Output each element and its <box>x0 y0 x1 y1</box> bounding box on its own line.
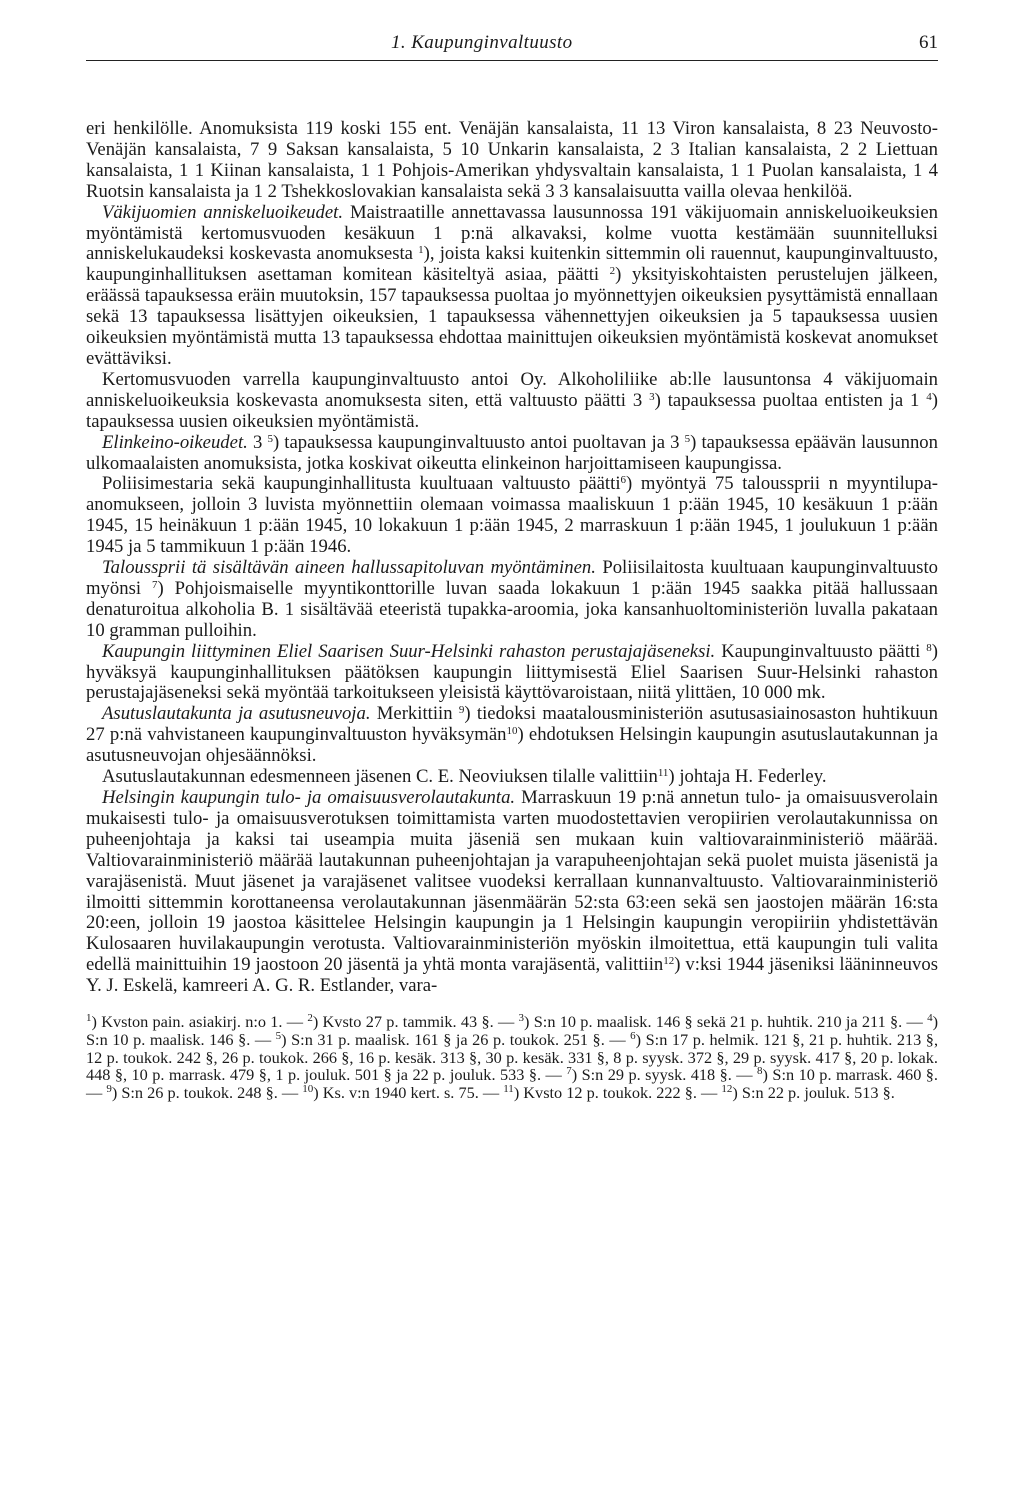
footnote-ref: 6 <box>630 1029 636 1042</box>
footnote-ref: 4 <box>926 390 932 403</box>
footnote-ref: 5 <box>267 432 273 445</box>
footnote-ref: 4 <box>927 1012 933 1025</box>
page-number: 61 <box>919 32 938 53</box>
footnote-ref: 10 <box>506 725 518 738</box>
text-run: ) Kvston pain. asiakirj. n:o 1. — <box>91 1012 308 1032</box>
body-text <box>86 119 938 997</box>
text-run: ) johtaja H. Federley. <box>668 766 827 788</box>
text-run: ) tapauksessa puoltaa entisten ja 1 <box>654 389 927 411</box>
page-header <box>86 30 938 61</box>
footnote-ref: 6 <box>620 474 627 487</box>
footnote-block <box>86 1013 938 1102</box>
footnote-ref: 8 <box>926 641 932 654</box>
footnote-ref: 10 <box>302 1083 314 1096</box>
text-run: Poliisilaitosta kuultuaan kaupunginvaltuusto myönsi <box>86 557 938 599</box>
text-run: eri henkilölle. Anomuksista 119 koski 155 ent. Venäjän kansalaista, 11 13 Viron kansalaista, 8 23 Neuvosto-Venäjän kansalaista, 7 9 Saksan kansalaista, 5 10 Unkarin kansalaista, 2 3 Italian kansalaista, 2 2 Liettuan kansalaista, 1 1 Kiinan kansalaista, 1 1 Pohjois-Amerikan yhdysvaltain kansalaista, 1 1 Puolan kansalaista, 1 4 Ruotsin kansalaista ja 1 2 Tshekkoslovakian kansalaista sekä 3 3 kansalaisuutta vailla olevaa henkilöä. <box>86 118 938 202</box>
text-run: ) S:n 29 p. syysk. 418 §. — <box>571 1065 758 1085</box>
footnote-ref: 7 <box>566 1065 572 1078</box>
text-run: ) Pohjoismaiselle myyntikonttorille luvan saada lokakuun 1 p:ään 1945 saakka pitää hallussaan denaturoitua alkoholia B. 1 sisältävää eteeristä tupakka-aroomia, joka kansanhuoltoministeriön luvalla pakataan 10 gramman pulloihin. <box>86 577 938 641</box>
footnote-ref: 11 <box>657 767 669 780</box>
text-run: ) yksityiskohtaisten perustelujen jälkeen, eräässä tapauksessa eräin muutoksin, 157 tapauksessa puoltaa jo myönnettyjen oikeuksien pysyttämistä ennallaan sekä 13 tapauksessa lisättyjen oikeuksien, 1 tapauksessa vähennettyjen oikeuksien ja 5 tapauksessa uusien oikeuksien myöntämistä mutta 13 tapauksessa ehdottaa mainittujen oikeuksien myöntämistä koskevat anomukset evättäviksi. <box>86 264 938 369</box>
footnote-ref: 5 <box>684 432 691 445</box>
text-run: ) tapauksessa kaupunginvaltuusto antoi puoltavan ja 3 <box>272 431 685 453</box>
text-run: ) Kvsto 12 p. toukok. 222 §. — <box>513 1083 722 1103</box>
section-heading: Helsingin kaupungin tulo- ja omaisuusverolautakunta. <box>102 787 516 808</box>
footnote-ref: 2 <box>307 1012 313 1025</box>
text-run: ) myöntyä 75 taloussprii n myyntilupa-anomukseen, jolloin 3 luvista myönnettiin olemaan voimassa maaliskuun 1 p:ään 1945, 10 kesäkuun 1 p:ään 1945, 15 heinäkuun 1 p:ään 1945, 10 lokakuun 1 p:ään 1945, 2 marraskuun 1 p:ään 1945, 1 joulukuun 1 p:ään 1945 ja 5 tammikuun 1 p:ään 1946. <box>86 473 938 558</box>
footnote-ref: 9 <box>106 1083 112 1096</box>
footnote-ref: 9 <box>458 704 465 717</box>
text-run: Kaupunginvaltuusto päätti <box>715 640 927 662</box>
text-run: ) S:n 22 p. jouluk. 513 §. <box>732 1083 895 1103</box>
footnote-ref: 1 <box>86 1012 92 1025</box>
text-run: Maistraatille annettavassa lausunnossa 191 väkijuomain anniskeluoikeuksien myöntämistä kertomusvuoden kesäkuun 1 p:nä alkavaksi, kolme vuotta kestämään suunnitelluksi anniskelukaudeksi koskevasta anomuksesta <box>86 201 938 265</box>
text-run: ) S:n 31 p. maalisk. 161 § ja 26 p. toukok. 251 §. — <box>281 1029 631 1049</box>
section-heading: Kaupungin liittyminen Eliel Saarisen Suur-Helsinki rahaston perustajajäseneksi. <box>102 640 716 662</box>
text-run: ) S:n 10 p. marrask. 460 §. — <box>86 1065 938 1103</box>
text-run: Merkittiin <box>370 703 459 725</box>
text-run: ) Kvsto 27 p. tammik. 43 §. — <box>312 1012 519 1032</box>
paragraph <box>86 767 938 788</box>
section-heading: Taloussprii tä sisältävän aineen hallussapitoluvan myöntäminen. <box>102 557 596 579</box>
text-run: ) S:n 10 p. maalisk. 146 § sekä 21 p. huhtik. 210 ja 211 §. — <box>524 1012 928 1032</box>
footnote-ref: 1 <box>418 244 424 257</box>
paragraph <box>86 474 938 558</box>
footnote-ref: 7 <box>151 578 158 591</box>
text-run: ) ehdotuksen Helsingin kaupungin asutuslautakunnan ja asutusneuvojan ohjesäännöksi. <box>86 724 938 767</box>
text-run: ) S:n 17 p. helmik. 121 §, 21 p. huhtik. 213 §, 12 p. toukok. 242 §, 26 p. toukok. 266 §, 16 p. kesäk. 313 §, 30 p. kesäk. 331 §, 8 p. syysk. 372 §, 29 p. syysk. 417 §, 20 p. lokak. 448 §, 10 p. marrask. 479 §, 1 p. jouluk. 501 § ja 22 p. jouluk. 533 §. — <box>86 1029 939 1085</box>
paragraph <box>86 788 938 997</box>
text-run: Marraskuun 19 p:nä annetun tulo- ja omaisuusverolain mukaisesti tulo- ja omaisuusverotuksen toimittamista varten muodostettavien veropiirien verolautakunnissa on puheenjohtaja ja kaksi tai useampia muita jäseniä sen mukaan kuin valtiovarainministeriö määrää. Valtiovarainministeriö määrää lautakunnan puheenjohtajan ja varapuheenjohtajan sekä puolet muista jäsenistä ja varajäsenistä. Muut jäsenet ja varajäsenet valitsee vuodeksi kerrallaan kunnanvaltuusto. Valtiovarainministeriö ilmoitti sittemmin korottaneensa verolautakunnan jäsenmäärän 52:sta 63:een sekä sen jaostojen määrän 16:sta 20:een, jolloin 19 jaostoa käsittelee Helsingin kaupungin ja 1 Helsingin kaupungin veropiiriin yhdistettävän Kulosaaren huvilakaupungin verotusta. Valtiovarainministeriön myöskin ilmoitettua, että kaupungin tuli valita edellä mainittuihin 19 jaostoon 20 jäsentä ja yhtä monta varajäsentä, valittiin <box>86 787 938 976</box>
footnote-ref: 12 <box>663 955 675 968</box>
text-run: ) hyväksyä kaupunginhallituksen päätöksen kaupungin liittymisestä Eliel Saarisen Suur-Helsinki rahaston perustajajäseneksi sekä myöntää tarkoitukseen yleisistä käyttövaroistaan, niitä ylittäen, 10 000 mk. <box>86 640 938 704</box>
text-run: ) tiedoksi maatalousministeriön asutusasiainosaston huhtikuun 27 p:nä vahvistaneen kaupunginvaltuuston hyväksymän <box>86 703 938 746</box>
paragraph <box>86 119 938 203</box>
footnote-ref: 3 <box>649 390 655 403</box>
footnote-ref: 2 <box>609 265 616 278</box>
paragraph <box>86 558 938 642</box>
text-run: ), joista kaksi kuitenkin sittemmin oli rauennut, kaupunginvaltuusto, kaupunginhallituksen asettaman komitean käsiteltyä asiaa, päätti <box>86 243 939 286</box>
text-run: ) tapauksessa epäävän lausunnon ulkomaalaisten anomuksista, jotka koskivat oikeutta elinkeinon harjoittamiseen kaupungissa. <box>86 431 938 474</box>
text-run: 3 <box>247 431 268 453</box>
footnote-ref: 8 <box>757 1065 763 1078</box>
text-run: ) S:n 10 p. maalisk. 146 §. — <box>86 1012 938 1049</box>
running-title: 1. Kaupunginvaltuusto <box>391 32 573 53</box>
text-run: ) S:n 26 p. toukok. 248 §. — <box>111 1083 303 1103</box>
text-run: ) Ks. v:n 1940 kert. s. 75. — <box>313 1083 504 1103</box>
text-run: ) v:ksi 1944 jäseniksi lääninneuvos Y. J. Eskelä, kamreeri A. G. R. Estlander, vara- <box>86 954 938 997</box>
document-page <box>86 30 938 1102</box>
footnote-ref: 5 <box>275 1029 282 1042</box>
paragraph <box>86 704 938 767</box>
text-run: Poliisimestaria sekä kaupunginhallitusta kuultuaan valtuusto päätti <box>102 473 621 495</box>
footnotes <box>86 1013 938 1102</box>
text-run: ) tapauksessa uusien oikeuksien myöntämistä. <box>86 389 938 432</box>
footnote-ref: 12 <box>721 1083 733 1096</box>
footnote-ref: 3 <box>518 1012 525 1025</box>
footnote-ref: 11 <box>503 1083 514 1096</box>
paragraph <box>86 203 938 370</box>
section-heading: Väkijuomien anniskeluoikeudet. <box>102 201 344 223</box>
section-heading: Elinkeino-oikeudet. <box>102 431 248 453</box>
text-run: Kertomusvuoden varrella kaupunginvaltuusto antoi Oy. Alkoholiliike ab:lle lausuntonsa 4 väkijuomain anniskeluoikeuksia koskevasta anomuksesta siten, että valtuusto päätti 3 <box>86 368 938 411</box>
paragraph <box>86 642 938 705</box>
paragraph <box>86 370 938 433</box>
paragraph <box>86 433 938 475</box>
section-heading: Asutuslautakunta ja asutusneuvoja. <box>102 703 371 725</box>
text-run: Asutuslautakunnan edesmenneen jäsenen C. E. Neoviuksen tilalle valittiin <box>102 766 658 788</box>
